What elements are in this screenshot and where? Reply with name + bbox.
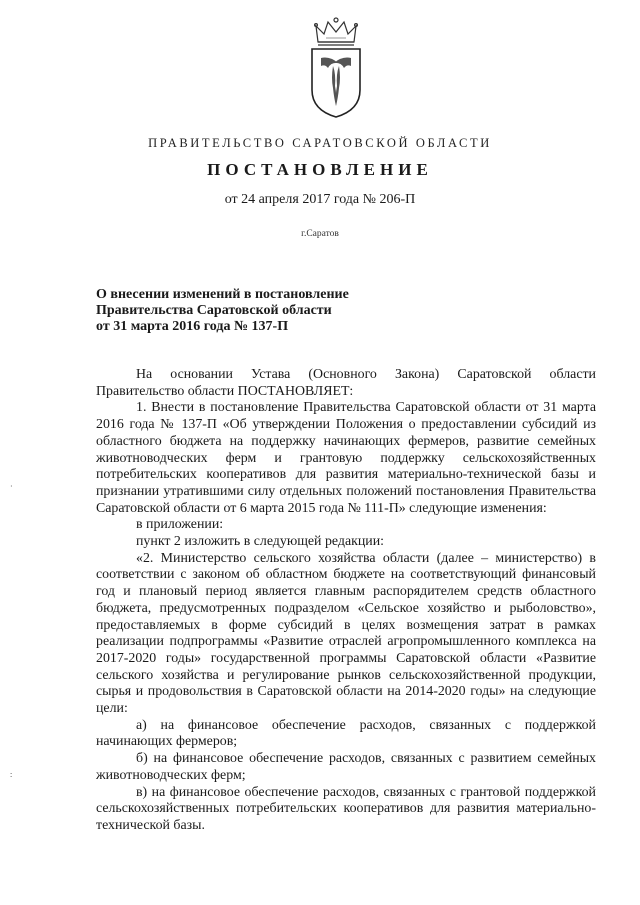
city-name: г.Саратов	[301, 229, 339, 239]
body-paragraph: в приложении:	[136, 517, 224, 533]
body-paragraph: 1. Внести в постановление Правительства Саратовской области от 31 марта 2016 года № 137-П «Об утверждении Положения о предоставлении субсидий из областного бюджета на поддержку начинающих фермеров, развитие семейных животноводческих ферм и грантовую поддержку сельскохозяйственных потребительских кооперативов для развития материально-технической базы и признании утратившими силу отдельных положений постановления Правительства Саратовской области от 6 марта 2015 года № 111-П» следующие изменения:	[96, 400, 596, 516]
body-paragraph: пункт 2 изложить в следующей редакции:	[136, 534, 385, 550]
subject-line: Правительства Саратовской области	[96, 303, 332, 318]
body-paragraph: На основании Устава (Основного Закона) Саратовской области Правительство области ПОСТАНОВЛЯЕТ:	[96, 367, 596, 399]
subject-line: от 31 марта 2016 года № 137-П	[96, 319, 289, 334]
scan-mark: :	[10, 770, 13, 779]
government-name: ПРАВИТЕЛЬСТВО САРАТОВСКОЙ ОБЛАСТИ	[148, 136, 492, 150]
document-date-number: от 24 апреля 2017 года № 206-П	[224, 192, 416, 207]
coat-of-arms-emblem	[306, 16, 366, 120]
document-body	[96, 367, 596, 835]
body-paragraph: «2. Министерство сельского хозяйства области (далее – министерство) в соответствии с законом об областном бюджете на соответствующий финансовый год и плановый период является главным распорядителем средств областного бюджета, предусмотренных подразделом «Сельское хозяйство и рыболовство», предоставляемых в форме субсидий в целях возмещения затрат в рамках реализации подпрограммы «Развитие отраслей агропромышленного комплекса на 2017-2020 годы» государственной программы Саратовской области «Развитие сельского хозяйства и регулирование рынков сельскохозяйственной продукции, сырья и продовольствия в Саратовской области на 2014-2020 годы» на следующие цели:	[96, 550, 596, 717]
body-paragraph: в) на финансовое обеспечение расходов, связанных с грантовой поддержкой сельскохозяйственных потребительских кооперативов для развития материально-технической базы.	[96, 784, 596, 833]
document-subject	[96, 287, 416, 335]
subject-line: О внесении изменений в постановление	[96, 287, 349, 302]
body-paragraph: б) на финансовое обеспечение расходов, связанных с развитием семейных животноводческих ферм;	[96, 751, 596, 783]
body-paragraph: а) на финансовое обеспечение расходов, связанных с поддержкой начинающих фермеров;	[96, 717, 596, 750]
scan-mark: ·	[10, 482, 13, 491]
document-type-title: ПОСТАНОВЛЕНИЕ	[207, 160, 433, 179]
